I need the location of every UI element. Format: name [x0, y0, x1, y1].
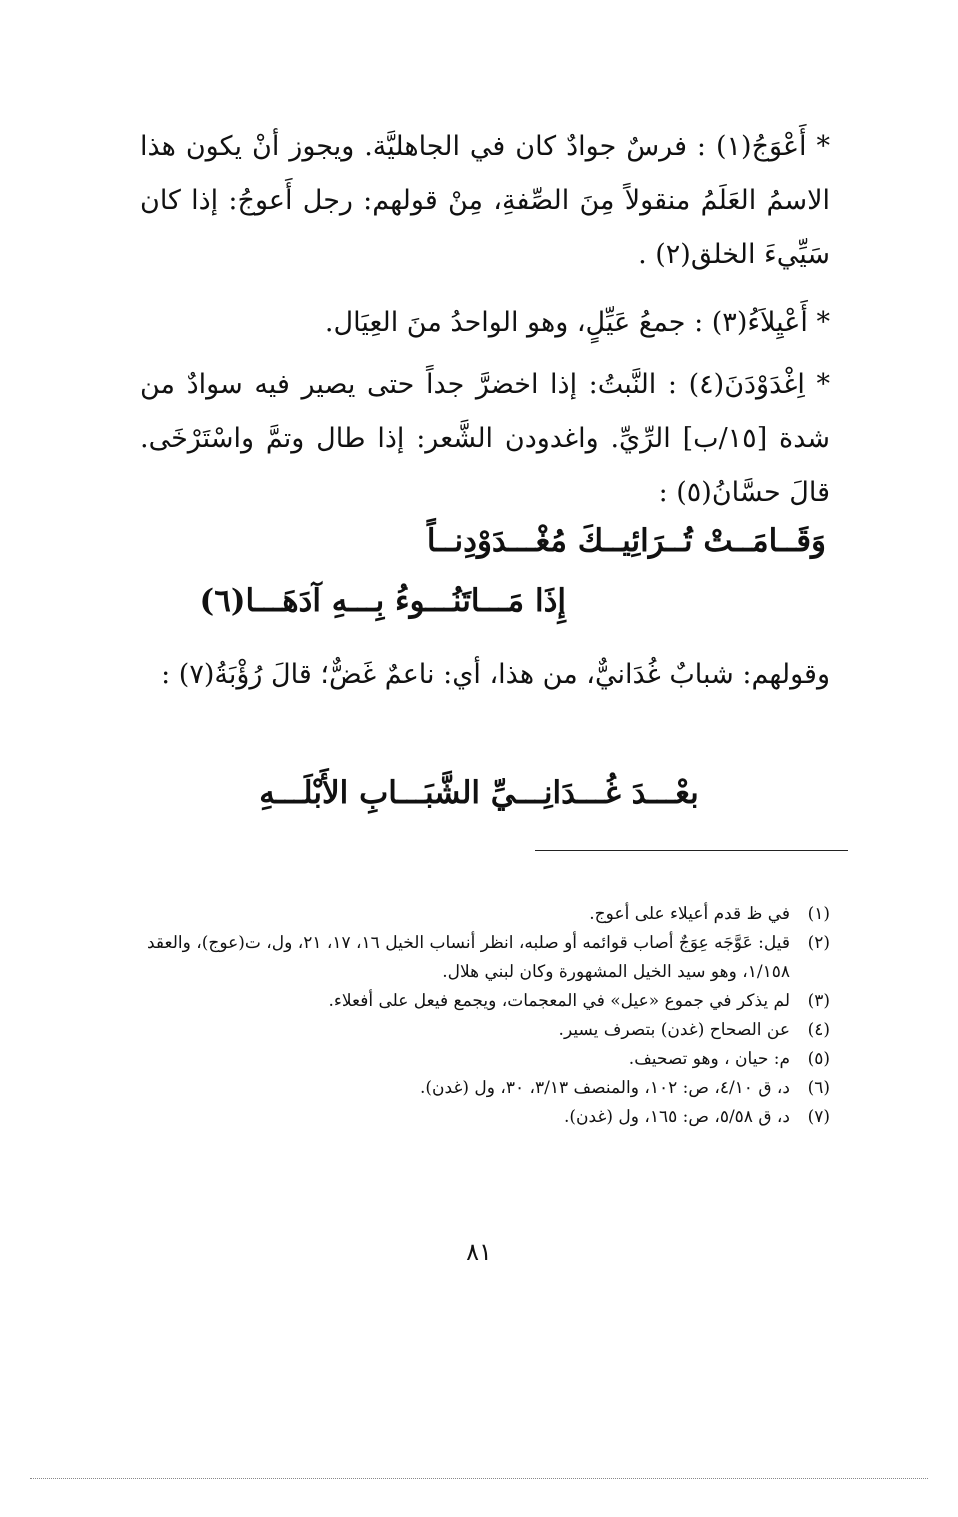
- scan-edge-line: [30, 1478, 928, 1479]
- footnote-divider: [535, 850, 848, 851]
- entry-a3waj: [140, 120, 830, 282]
- footnote-number: (٣): [807, 991, 830, 1011]
- entry-ghudani: [140, 648, 830, 702]
- footnote-number: (٦): [807, 1078, 830, 1098]
- entry-text: * أَعْوَجُ(١) : فرسٌ جوادٌ كان في الجاهليَّة. ويجوز أنْ يكون هذا الاسمُ العَلَمُ منقولاً مِنَ الصِّفةِ، مِنْ قولهم: رجل أَعوجُ: إذا كان سَيِّيءَ الخلق(٢) .: [140, 131, 830, 270]
- entry-ighdawdan: [140, 358, 830, 520]
- footnote-text: د، ق ٥/٥٨، ص: ١٦٥، ول (غدن).: [564, 1107, 790, 1127]
- footnote-text: قيل: عَوَّجَه عِوَجٌ أصاب قوائمه أو صلبه، انظر أنساب الخيل ١٦، ١٧، ٢١، ول، ت(عوج)، والعقد ١/١٥٨، وهو سيد الخيل المشهورة وكان لبني هلال.: [146, 933, 790, 982]
- footnote: [140, 1016, 830, 1045]
- footnote-number: (٤): [807, 1020, 830, 1040]
- footnote-number: (١): [807, 904, 830, 924]
- footnote-text: عن الصحاح (غدن) بتصرف يسير.: [558, 1020, 790, 1040]
- entry-text: * أَعْيِلاَءُ(٣) : جمعُ عَيِّلٍ، وهو الواحدُ منَ العِيَال.: [324, 307, 830, 338]
- entry-a3yila: [140, 296, 830, 350]
- footnote-number: (٢): [807, 933, 830, 953]
- footnote: [140, 1045, 830, 1074]
- footnote-number: (٥): [807, 1049, 830, 1069]
- footnote-text: لم يذكر في جموع «عيل» في المعجمات، ويجمع فيعل على أفعلاء.: [328, 991, 790, 1011]
- verse-line-2: إِذَا مَـــاتَنُـــوءُ بِـــهِ آدَهَـــا(٦): [199, 583, 566, 619]
- verse-line-3: بعْـــدَ غُـــدَانِـــيِّ الشَّبَـــابِ الأَبْلَـــهِ: [259, 775, 699, 811]
- verse-line-1: وَقَــامَــتْ تُــرَائِيــكَ مُغْـــدَوْدِنــاً: [426, 523, 826, 559]
- footnote-text: م: حيان ، وهو تصحيف.: [628, 1049, 790, 1069]
- footnotes: [140, 900, 830, 1132]
- footnote-text: د، ق ٤/١٠، ص: ١٠٢، والمنصف ٣/١٣، ٣٠، ول (غدن).: [420, 1078, 790, 1098]
- entry-text: وقولهم: شبابٌ غُدَانيٌّ، من هذا، أي: ناعمٌ غَضٌّ؛ قالَ رُؤْبَةُ(٧) :: [161, 659, 830, 690]
- entry-text: * اِغْدَوْدَنَ(٤) : النَّبتُ: إذا اخضرَّ جداً حتى يصير فيه سوادٌ من شدة [١٥/ب] الرِّيِّ. واغدودن الشَّعر: إذا طال وتمَّ واسْتَرْخَى. قالَ حسَّانُ(٥) :: [140, 369, 830, 508]
- footnote: [140, 1103, 830, 1132]
- footnote: [140, 929, 830, 987]
- footnote-text: في ظ قدم أعيلاء على أعوج.: [589, 904, 790, 924]
- footnote: [140, 900, 830, 929]
- footnote: [140, 987, 830, 1016]
- page-number: ٨١: [466, 1238, 492, 1266]
- footnote-number: (٧): [807, 1107, 830, 1127]
- footnote: [140, 1074, 830, 1103]
